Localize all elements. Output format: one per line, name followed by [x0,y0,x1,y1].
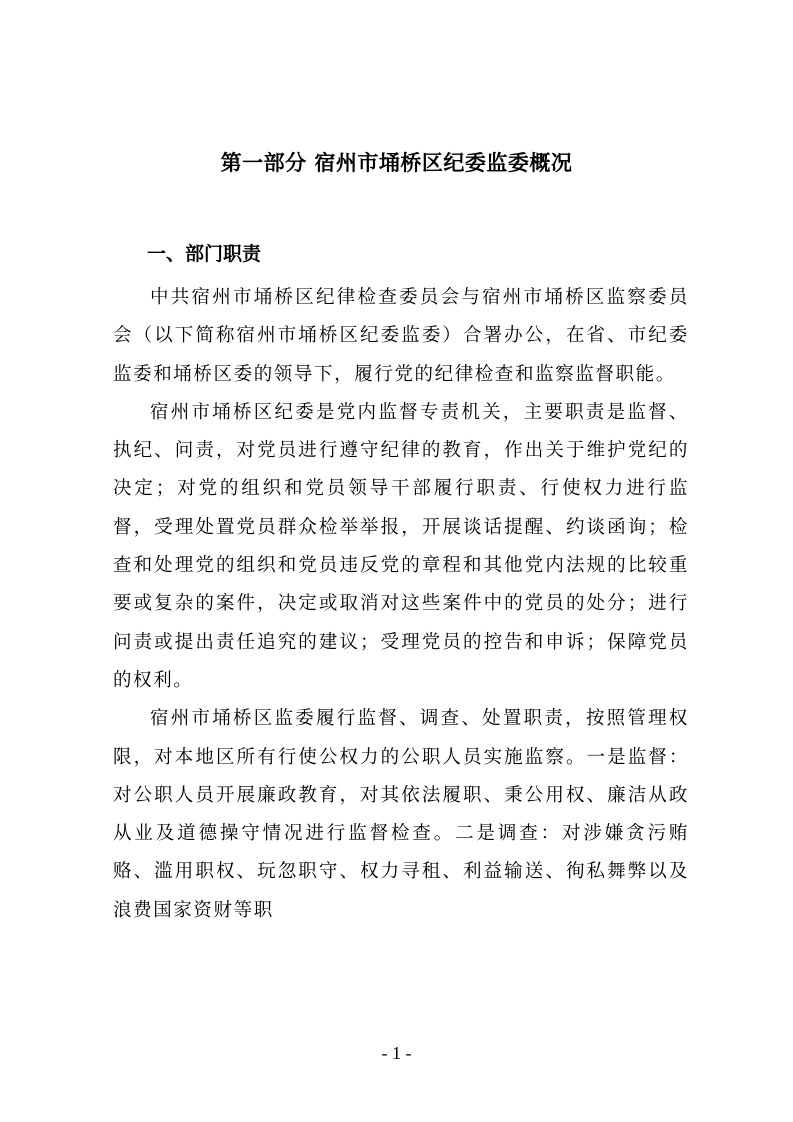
page-number: - 1 - [381,1043,412,1063]
paragraph: 宿州市埇桥区纪委是党内监督专责机关，主要职责是监督、执纪、问责，对党员进行遵守纪律的教育，作出关于维护党纪的决定；对党的组织和党员领导干部履行职责、行使权力进行监督，受理处置党员群众检举举报，开展谈话提醒、约谈函询；检查和处理党的组织和党员违反党的章程和其他党内法规的比较重要或复杂的案件，决定或取消对这些案件中的党员的处分；进行问责或提出责任追究的建议；受理党员的控告和申诉；保障党员的权利。 [113,401,689,691]
section-heading: 一、部门职责 [147,243,262,265]
paragraph: 中共宿州市埇桥区纪律检查委员会与宿州市埇桥区监察委员会（以下简称宿州市埇桥区纪委监委）合署办公，在省、市纪委监委和埇桥区委的领导下，履行党的纪律检查和监察监督职能。 [113,287,689,385]
document-title: 第一部分 宿州市埇桥区纪委监委概况 [220,151,573,175]
paragraph: 宿州市埇桥区监委履行监督、调查、处置职责，按照管理权限，对本地区所有行使公权力的公职人员实施监察。一是监督：对公职人员开展廉政教育，对其依法履职、秉公用权、廉洁从政从业及道德操守情况进行监督检查。二是调查：对涉嫌贪污贿赂、滥用职权、玩忽职守、权力寻租、利益输送、徇私舞弊以及浪费国家资财等职 [113,708,689,921]
body-text [113,279,689,930]
